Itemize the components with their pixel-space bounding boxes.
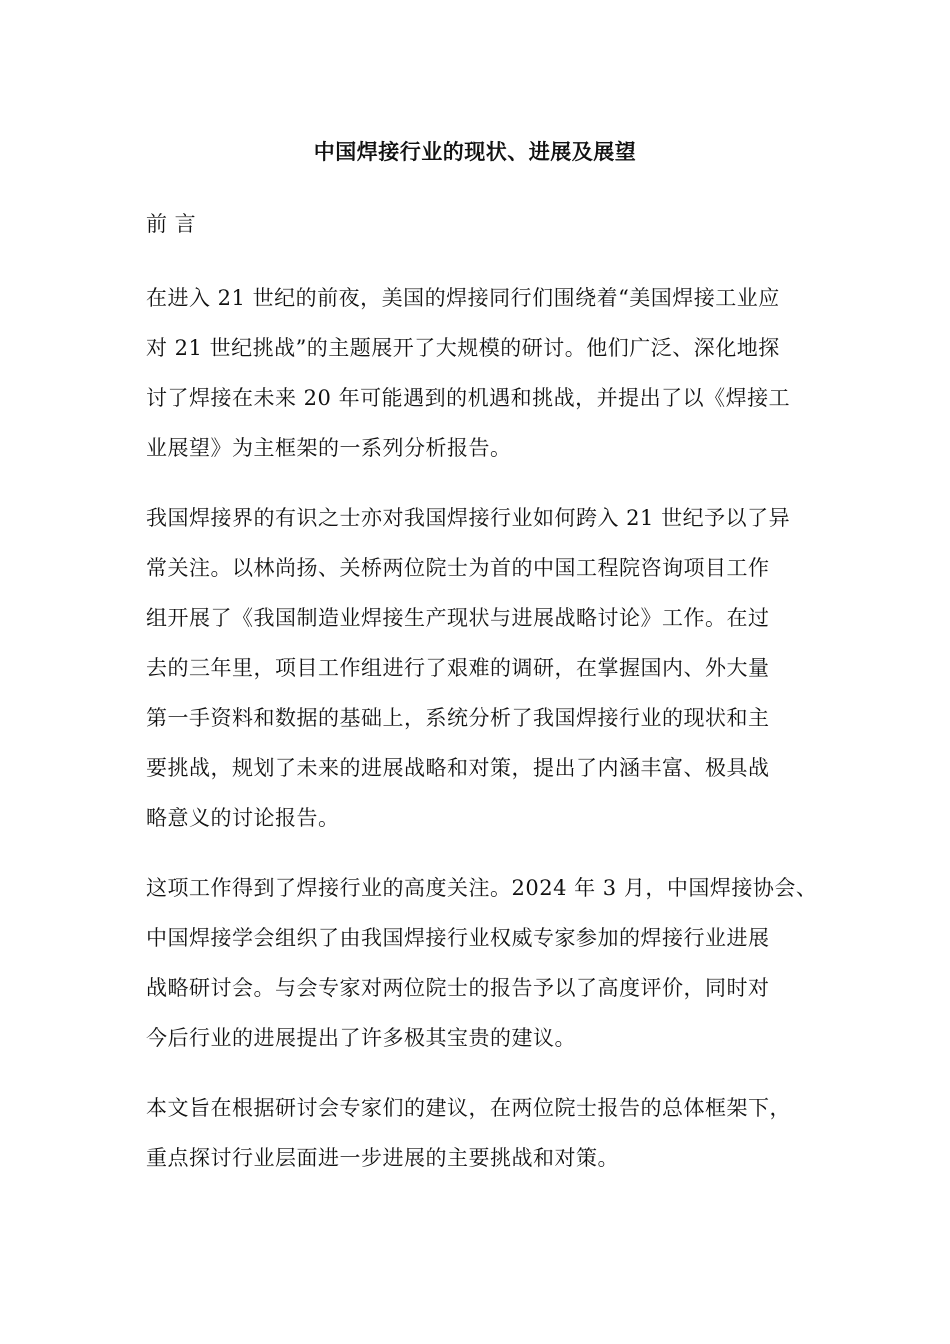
paragraph-line: 讨了焊接在未来 20 年可能遇到的机遇和挑战，并提出了以《焊接工 bbox=[146, 386, 791, 410]
paragraph-line: 业展望》为主框架的一系列分析报告。 bbox=[146, 436, 512, 460]
paragraph-line: 重点探讨行业层面进一步进展的主要挑战和对策。 bbox=[146, 1146, 619, 1170]
paragraph-2 bbox=[146, 493, 806, 843]
document-title: 中国焊接行业的现状、进展及展望 bbox=[313, 139, 637, 164]
paragraph-line: 今后行业的进展提出了许多极其宝贵的建议。 bbox=[146, 1026, 576, 1050]
paragraph-line: 第一手资料和数据的基础上，系统分析了我国焊接行业的现状和主 bbox=[146, 706, 770, 730]
paragraph-line: 本文旨在根据研讨会专家们的建议，在两位院士报告的总体框架下， bbox=[146, 1096, 791, 1120]
paragraph-line: 要挑战，规划了未来的进展战略和对策，提出了内涵丰富、极具战 bbox=[146, 756, 770, 780]
paragraph-line: 常关注。以林尚扬、关桥两位院士为首的中国工程院咨询项目工作 bbox=[146, 556, 770, 580]
paragraph-1 bbox=[146, 273, 806, 473]
paragraph-line: 组开展了《我国制造业焊接生产现状与进展战略讨论》工作。在过 bbox=[146, 606, 770, 630]
paragraph-line: 对 21 世纪挑战”的主题展开了大规模的研讨。他们广泛、深化地探 bbox=[146, 336, 780, 360]
paragraph-line: 我国焊接界的有识之士亦对我国焊接行业如何跨入 21 世纪予以了异 bbox=[146, 506, 791, 530]
paragraph-line: 去的三年里，项目工作组进行了艰难的调研，在掌握国内、外大量 bbox=[146, 656, 770, 680]
paragraph-line: 中国焊接学会组织了由我国焊接行业权威专家参加的焊接行业进展 bbox=[146, 926, 770, 950]
paragraph-4 bbox=[146, 1083, 806, 1183]
paragraph-3 bbox=[146, 863, 818, 1063]
paragraph-line: 这项工作得到了焊接行业的高度关注。2024 年 3 月，中国焊接协会、 bbox=[146, 876, 818, 900]
section-heading: 前 言 bbox=[146, 212, 197, 236]
paragraph-line: 略意义的讨论报告。 bbox=[146, 806, 340, 830]
paragraph-line: 战略研讨会。与会专家对两位院士的报告予以了高度评价，同时对 bbox=[146, 976, 770, 1000]
paragraph-line: 在进入 21 世纪的前夜，美国的焊接同行们围绕着“美国焊接工业应 bbox=[146, 286, 780, 310]
